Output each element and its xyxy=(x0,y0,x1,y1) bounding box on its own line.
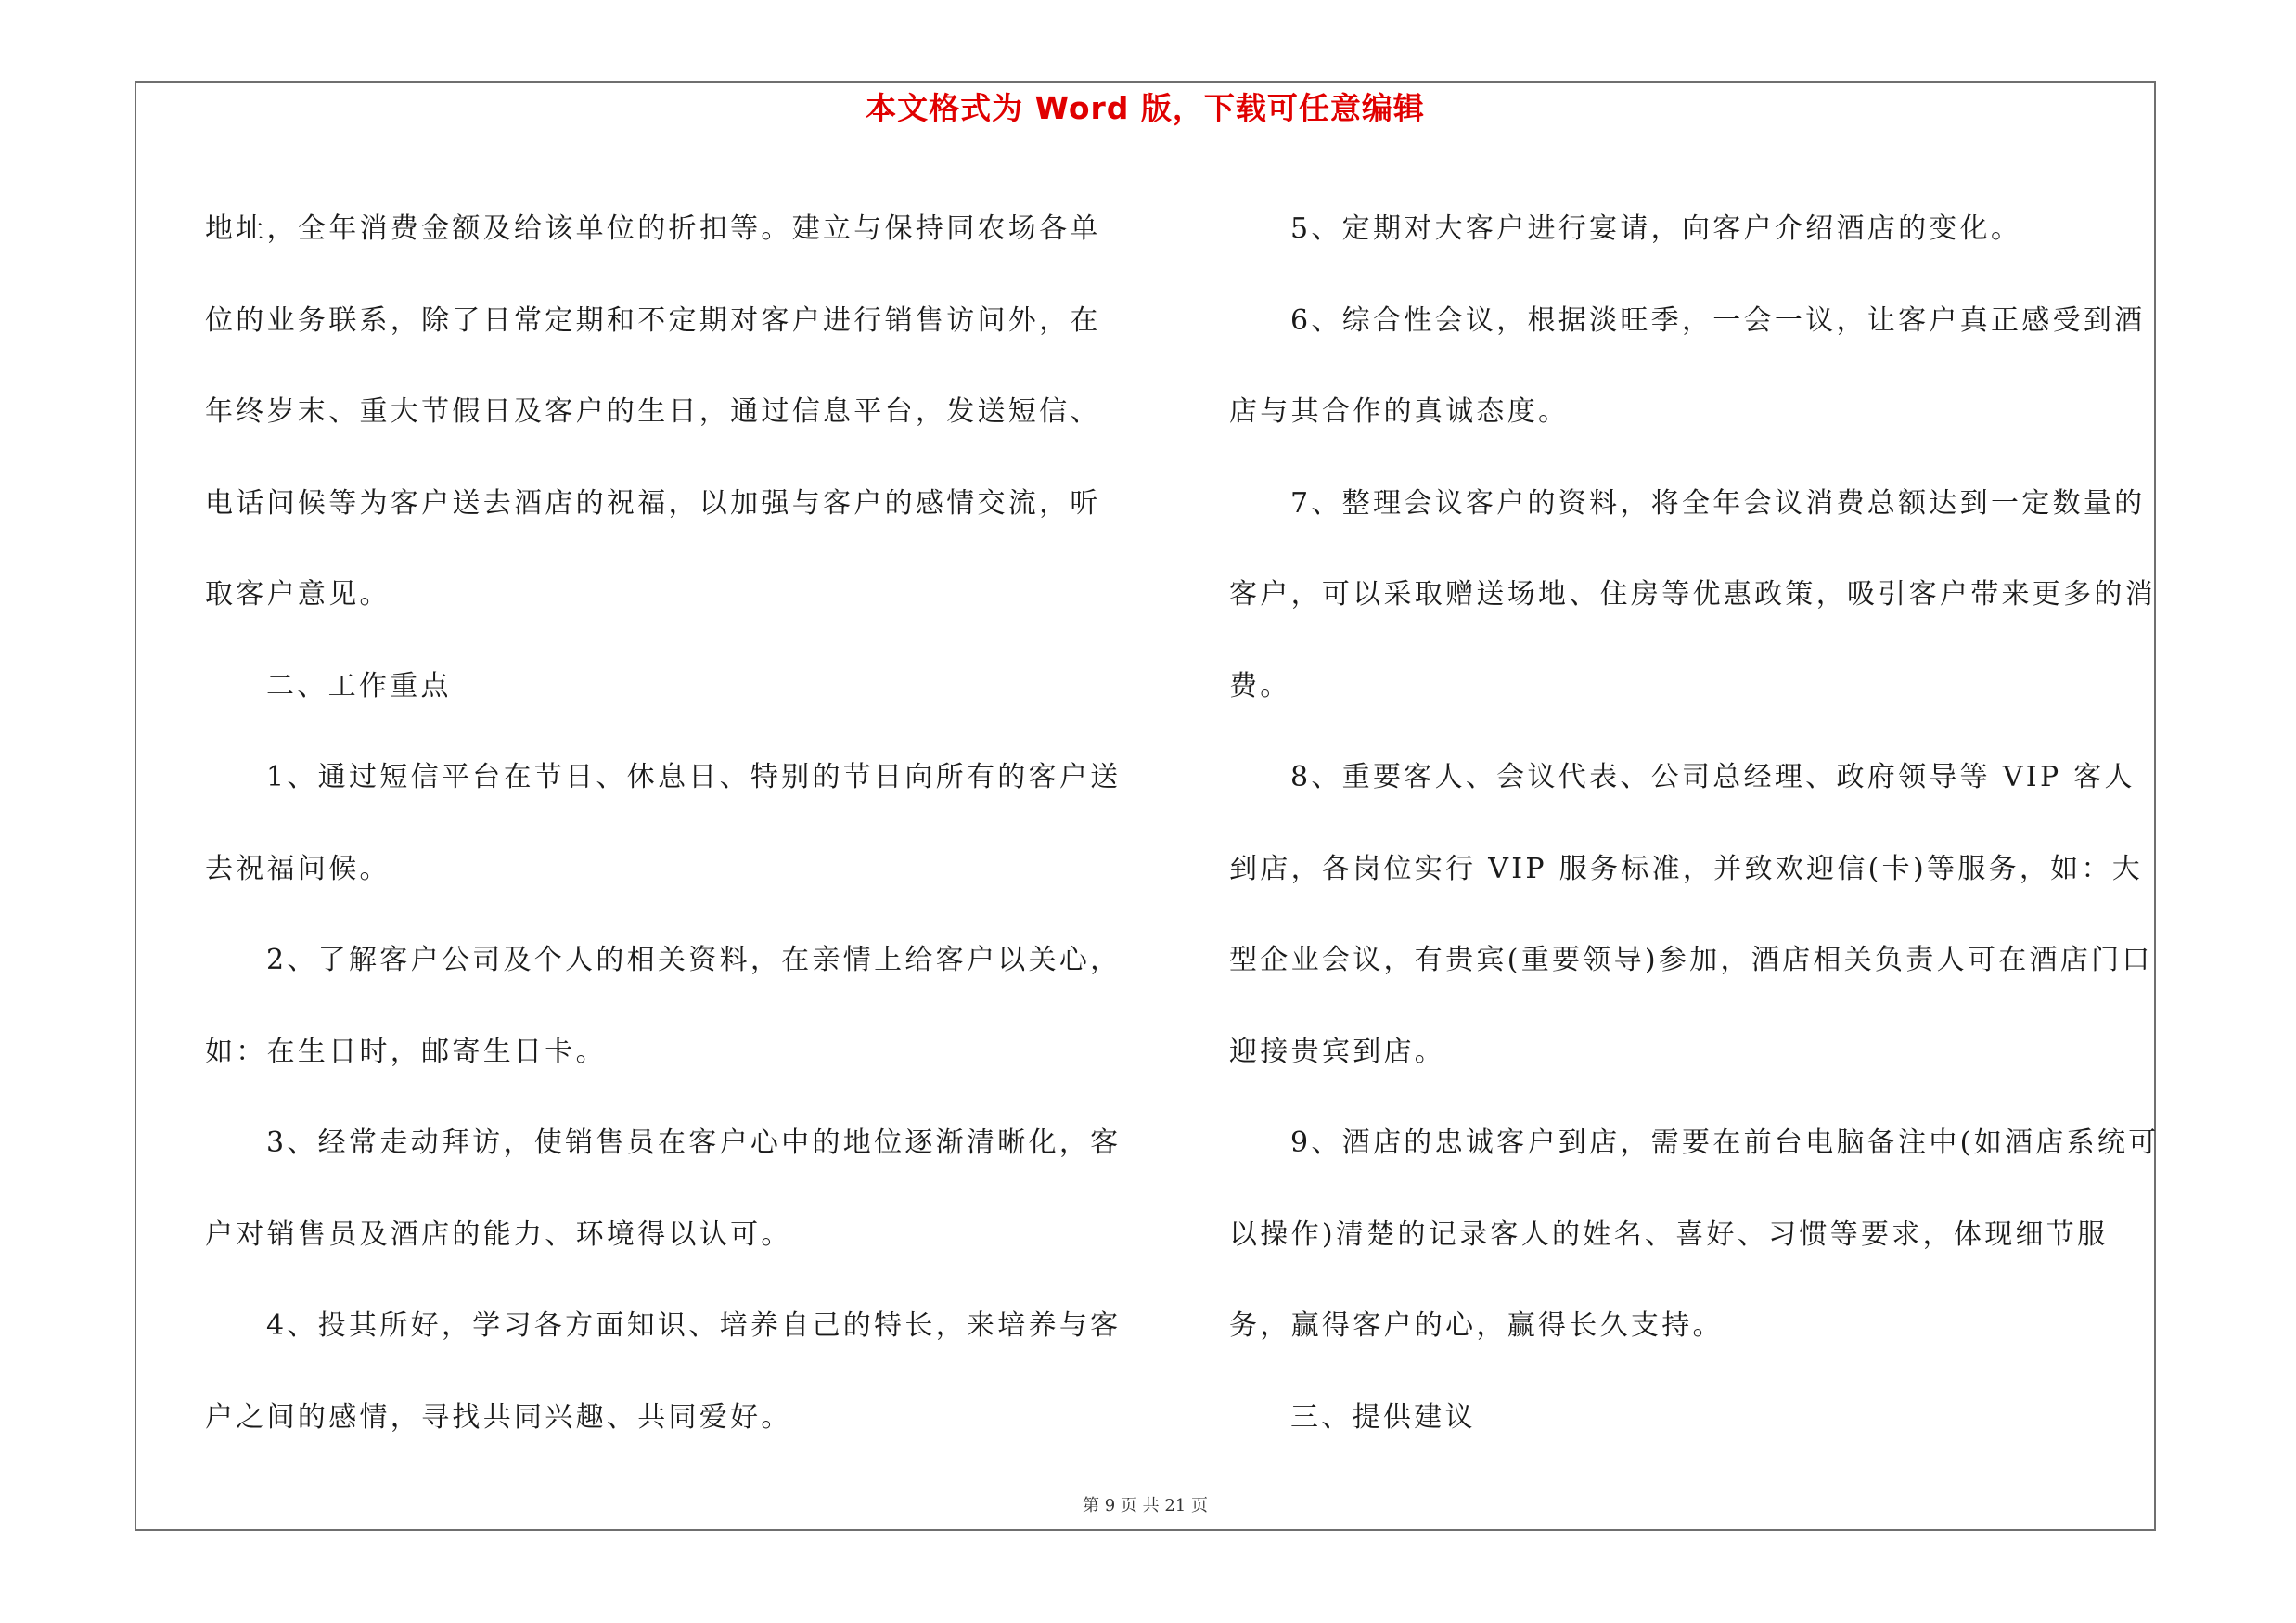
list-item: 8、重要客人、会议代表、公司总经理、政府领导等 VIP 客人到店，各岗位实行 VIP 服务标准，并致欢迎信(卡)等服务，如：大型企业会议，有贵宾(重要领导)参加，酒店相关负责人可在酒店门口迎接贵宾到店。 xyxy=(1229,761,2153,1068)
right-text-column xyxy=(1229,184,2161,1463)
list-item: 7、整理会议客户的资料，将全年会议消费总额达到一定数量的客户，可以采取赠送场地、住房等优惠政策，吸引客户带来更多的消费。 xyxy=(1229,486,2156,702)
list-item: 6、综合性会议，根据淡旺季，一会一议，让客户真正感受到酒店与其合作的真诚态度。 xyxy=(1229,303,2146,428)
section-heading: 三、提供建议 xyxy=(1290,1400,1476,1434)
left-text-column xyxy=(205,184,1128,1463)
page-number-footer: 第 9 页 共 21 页 xyxy=(1083,1496,1208,1515)
format-notice-banner: 本文格式为 Word 版，下载可任意编辑 xyxy=(866,90,1425,126)
list-item: 3、经常走动拜访，使销售员在客户心中的地位逐渐清晰化，客户对销售员及酒店的能力、环境得以认可。 xyxy=(205,1127,1122,1251)
paragraph: 地址，全年消费金额及给该单位的折扣等。建立与保持同农场各单位的业务联系，除了日常定期和不定期对客户进行销售访问外，在年终岁末、重大节假日及客户的生日，通过信息平台，发送短信、电话问候等为客户送去酒店的祝福，以加强与客户的感情交流，听取客户意见。 xyxy=(205,213,1101,611)
list-item: 1、通过短信平台在节日、休息日、特别的节日向所有的客户送去祝福问候。 xyxy=(205,761,1122,885)
list-item: 4、投其所好，学习各方面知识、培养自己的特长，来培养与客户之间的感情，寻找共同兴趣、共同爱好。 xyxy=(205,1309,1122,1434)
list-item: 9、酒店的忠诚客户到店，需要在前台电脑备注中(如酒店系统可以操作)清楚的记录客人的姓名、喜好、习惯等要求，体现细节服务，赢得客户的心，赢得长久支持。 xyxy=(1229,1127,2160,1342)
list-item: 2、了解客户公司及个人的相关资料，在亲情上给客户以关心，如：在生日时，邮寄生日卡。 xyxy=(205,944,1122,1068)
section-heading: 二、工作重点 xyxy=(266,669,452,702)
list-item: 5、定期对大客户进行宴请，向客户介绍酒店的变化。 xyxy=(1290,213,2022,245)
